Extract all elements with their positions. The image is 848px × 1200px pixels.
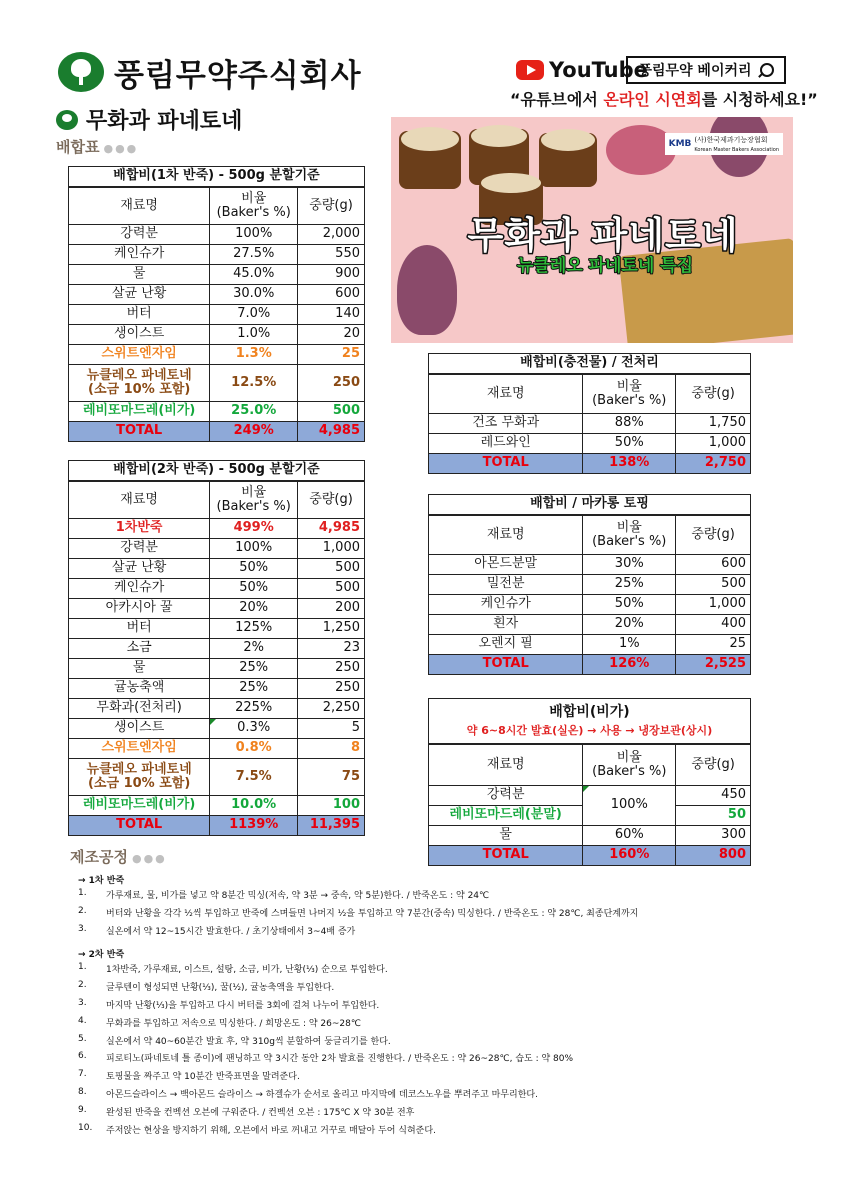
table-row: 케인슈가 27.5% 550 xyxy=(69,245,365,265)
macaron-topping-illustration xyxy=(541,129,595,151)
table-row: 살균 난황 30.0% 600 xyxy=(69,285,365,305)
channel-name: 풍림무약 베이커리 xyxy=(638,63,752,79)
table-row-levito: 레비또마드레(비가) 25.0% 500 xyxy=(69,402,365,422)
manufacturing-process xyxy=(70,846,810,1140)
list-item: 1. 1차반죽, 가루재료, 이스트, 설탕, 소금, 비가, 난황(⅓) 순으로 투입한다. xyxy=(78,962,388,976)
table-row: 귤농축액 25% 250 xyxy=(69,679,365,699)
table-title: 배합비 / 마카롱 토핑 xyxy=(429,495,751,516)
table-total-row: TOTAL 249% 4,985 xyxy=(69,422,365,442)
list-item: 6. 피로티노(파네토네 틀 종이)에 팬닝하고 약 3시간 동안 2차 발효를 진행한다. / 반죽온도 : 약 26~28℃, 습도 : 약 80% xyxy=(78,1051,574,1065)
table-row: 버터 7.0% 140 xyxy=(69,305,365,325)
table-row-sweet-enzyme: 스위트엔자임 1.3% 25 xyxy=(69,345,365,365)
section-formula-label xyxy=(56,136,138,157)
tree-logo-icon xyxy=(56,110,78,130)
table-title: 배합비(비가) xyxy=(549,704,630,721)
table-row: 물 45.0% 900 xyxy=(69,265,365,285)
page-title-row xyxy=(56,104,242,135)
table-row: 생이스트 0.3% 5 xyxy=(69,719,365,739)
table-row: 물 25% 250 xyxy=(69,659,365,679)
table-total-row: TOTAL 126% 2,525 xyxy=(429,655,751,675)
association-name: (사)한국제과기능장협회 xyxy=(694,136,768,144)
table-row: 아카시아 꿀 20% 200 xyxy=(69,599,365,619)
stage1-steps xyxy=(78,888,810,941)
stage-second-dough: → 2차 반죽 xyxy=(78,950,125,961)
association-badge xyxy=(665,133,783,155)
macaron-topping-illustration xyxy=(481,173,541,193)
table-total-row: TOTAL 138% 2,750 xyxy=(429,454,751,474)
table-title: 배합비(2차 반죽) - 500g 분할기준 xyxy=(69,461,365,482)
macaron-topping-illustration xyxy=(401,127,459,151)
association-name-en: Korean Master Bakers Association xyxy=(694,147,779,153)
product-banner-image xyxy=(391,117,793,343)
col-header-name: 재료명 xyxy=(429,744,583,786)
youtube-promo xyxy=(510,87,818,110)
col-header-ratio: 비율 (Baker's %) xyxy=(210,187,298,225)
table-row: 레드와인 50% 1,000 xyxy=(429,434,751,454)
table-row-sweet-enzyme: 스위트엔자임 0.8% 8 xyxy=(69,739,365,759)
col-header-name: 재료명 xyxy=(69,481,210,519)
biga-note: 약 6~8시간 발효(실온) → 사용 → 냉장보관(상시) xyxy=(466,723,713,737)
dots-decoration: ●●● xyxy=(103,142,139,155)
table-row-nucleo: 뉴클레오 파네토네 (소금 10% 포함) 7.5% 75 xyxy=(69,759,365,796)
list-item: 4. 무화과를 투입하고 저속으로 믹싱한다. / 희망온도 : 약 26~28℃ xyxy=(78,1015,361,1029)
col-header-ratio: 비율 (Baker's %) xyxy=(583,374,676,414)
list-item: 9. 완성된 반죽을 컨벡션 오븐에 구워준다. / 컨벡션 오븐 : 175℃ X 약 30분 전후 xyxy=(78,1104,415,1118)
table-filling xyxy=(428,353,751,474)
table-row-levito: 레비또마드레(비가) 10.0% 100 xyxy=(69,796,365,816)
col-header-ratio: 비율 (Baker's %) xyxy=(210,481,298,519)
list-item: 2. 버터와 난황을 각각 ½씩 투입하고 반죽에 스며들면 나머지 ½을 투입하고 약 7분간(중속) 믹싱한다. / 반죽온도 : 약 28℃, 최종단계까지 xyxy=(78,905,639,919)
table-row: 밀전분 25% 500 xyxy=(429,575,751,595)
col-header-ratio: 비율 (Baker's %) xyxy=(583,515,676,555)
col-header-weight: 중량(g) xyxy=(676,374,751,414)
table-row: 오렌지 필 1% 25 xyxy=(429,635,751,655)
company-name: 풍림무약주식회사 xyxy=(114,57,362,94)
table-row: 소금 2% 23 xyxy=(69,639,365,659)
table-total-row: TOTAL 160% 800 xyxy=(429,846,751,866)
process-title: 제조공정 ●●● xyxy=(70,848,167,866)
search-icon xyxy=(760,63,774,77)
stage-first-dough: → 1차 반죽 xyxy=(78,876,125,886)
table-row: 강력분 100% 2,000 xyxy=(69,225,365,245)
promo-text-pre: “유튜브에서 xyxy=(510,90,604,109)
stage2-steps xyxy=(78,962,810,1140)
banner-title: 무화과 파네토네 xyxy=(467,214,739,257)
table-row: 케인슈가 50% 1,000 xyxy=(429,595,751,615)
table-row-nucleo: 뉴클레오 파네토네 (소금 10% 포함) 12.5% 250 xyxy=(69,365,365,402)
list-item: 5. 실온에서 약 40~60분간 발효 후, 약 310g씩 분할하여 둥글리기를 한다. xyxy=(78,1033,391,1047)
company-logo xyxy=(58,50,362,94)
table-second-dough xyxy=(68,460,365,836)
table-biga xyxy=(428,698,751,866)
table-row: 무화과(전처리) 225% 2,250 xyxy=(69,699,365,719)
table-row: 버터 125% 1,250 xyxy=(69,619,365,639)
table-title: 배합비(충전물) / 전처리 xyxy=(429,354,751,375)
table-row: 강력분 100% 450 xyxy=(429,786,751,806)
table-row: 아몬드분말 30% 600 xyxy=(429,555,751,575)
table-row: 생이스트 1.0% 20 xyxy=(69,325,365,345)
table-total-row: TOTAL 1139% 11,395 xyxy=(69,816,365,836)
col-header-name: 재료명 xyxy=(429,374,583,414)
col-header-ratio: 비율 (Baker's %) xyxy=(583,744,676,786)
table-row-levito: 레비또마드레(분말) 50 xyxy=(429,806,751,826)
col-header-weight: 중량(g) xyxy=(298,187,365,225)
table-row: 강력분 100% 1,000 xyxy=(69,539,365,559)
table-title: 배합비(1차 반죽) - 500g 분할기준 xyxy=(69,167,365,188)
table-row: 케인슈가 50% 500 xyxy=(69,579,365,599)
youtube-label: YouTube xyxy=(549,58,648,82)
tree-logo-icon xyxy=(58,52,104,92)
list-item: 10. 주저앉는 현상을 방지하기 위해, 오븐에서 바로 꺼내고 거꾸로 매달아 두어 식혀준다. xyxy=(78,1122,436,1136)
list-item: 3. 실온에서 약 12~15시간 발효한다. / 초기상태에서 3~4배 증가 xyxy=(78,923,356,937)
list-item: 7. 토핑물을 짜주고 약 10분간 반죽표면을 말려준다. xyxy=(78,1069,300,1083)
list-item: 2. 글루텐이 형성되면 난황(⅓), 꿀(½), 귤농축액을 투입한다. xyxy=(78,980,335,994)
channel-search-box[interactable] xyxy=(626,56,786,84)
col-header-weight: 중량(g) xyxy=(298,481,365,519)
page-title: 무화과 파네토네 xyxy=(86,109,243,134)
col-header-name: 재료명 xyxy=(69,187,210,225)
table-row: 흰자 20% 400 xyxy=(429,615,751,635)
table-row: 물 60% 300 xyxy=(429,826,751,846)
col-header-name: 재료명 xyxy=(429,515,583,555)
promo-text-post: 를 시청하세요!” xyxy=(701,90,818,109)
list-item: 3. 마지막 난황(⅓)을 투입하고 다시 버터를 3회에 걸쳐 나누어 투입한다. xyxy=(78,997,380,1011)
list-item: 1. 가루재료, 물, 비가를 넣고 약 8분간 믹싱(저속, 약 3분 → 중속, 약 5분)한다. / 반죽온도 : 약 24℃ xyxy=(78,888,490,901)
table-macaron-topping xyxy=(428,494,751,675)
macaron-topping-illustration xyxy=(471,125,527,147)
list-item: 8. 아몬드슬라이스 → 백아몬드 슬라이스 → 하겔슈가 순서로 올리고 마지막에 데코스노우를 뿌려주고 마무리한다. xyxy=(78,1086,538,1100)
kmb-logo: KMB xyxy=(668,139,692,149)
section-formula-text: 배합표 xyxy=(56,138,100,156)
promo-text-highlight: 온라인 시연회 xyxy=(603,90,702,109)
banner-subtitle: 뉴클레오 파네토네 특집 xyxy=(516,256,694,276)
dots-decoration: ●●● xyxy=(131,852,167,865)
col-header-weight: 중량(g) xyxy=(676,744,751,786)
table-row: 살균 난황 50% 500 xyxy=(69,559,365,579)
table-row-first-dough: 1차반죽 499% 4,985 xyxy=(69,519,365,539)
table-row: 건조 무화과 88% 1,750 xyxy=(429,414,751,434)
youtube-play-icon xyxy=(516,60,544,80)
col-header-weight: 중량(g) xyxy=(676,515,751,555)
table-first-dough xyxy=(68,166,365,442)
